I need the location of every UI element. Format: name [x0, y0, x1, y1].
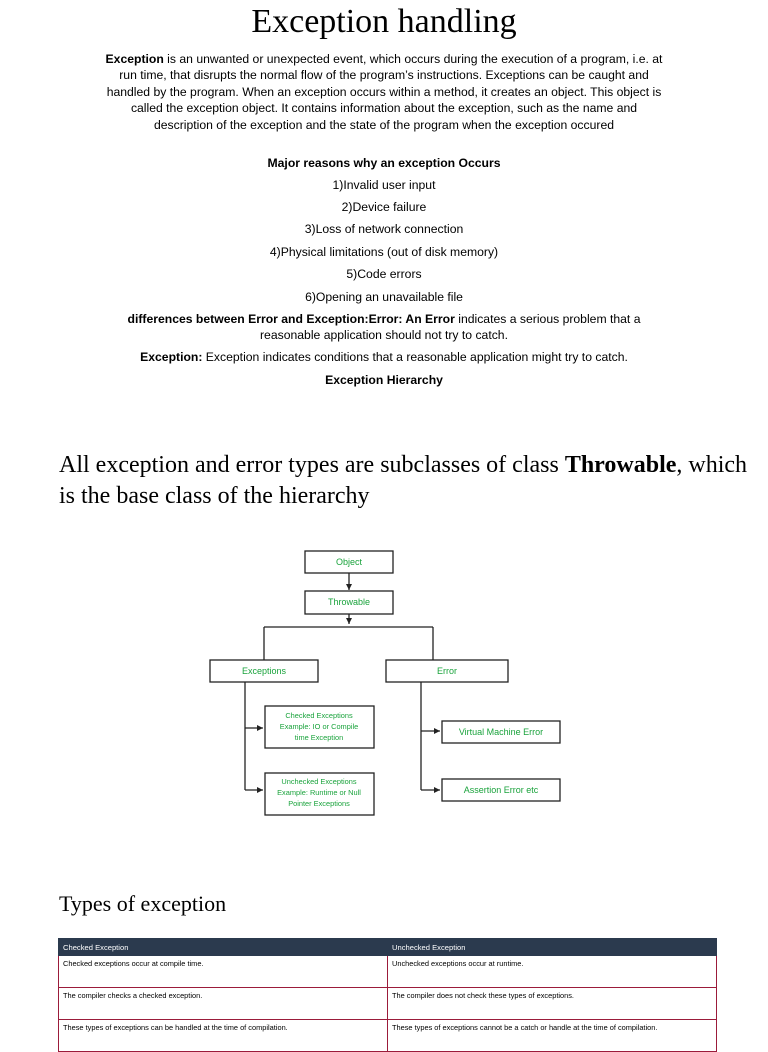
unchecked-label-line: Unchecked Exceptions [281, 777, 357, 786]
error-label: Error [437, 666, 457, 676]
checked-label-line: Checked Exceptions [285, 711, 353, 720]
table-row [59, 988, 717, 1020]
page-title: Exception handling [251, 3, 517, 40]
exception-types-table [58, 938, 717, 1052]
column-header: Checked Exception [59, 939, 388, 956]
table-cell: These types of exceptions can be handled at the time of compilation. [59, 1020, 388, 1052]
unchecked-label-line: Pointer Exceptions [288, 799, 350, 808]
checked-label-line: Example: IO or Compile [279, 722, 359, 731]
table-header-row [59, 939, 717, 956]
table-cell: Checked exceptions occur at compile time. [59, 956, 388, 988]
table-row [59, 1020, 717, 1052]
table-cell: Unchecked exceptions occur at runtime. [388, 956, 717, 988]
unchecked-label-line: Example: Runtime or Null [277, 788, 361, 797]
reason-item: 1)Invalid user input [332, 178, 436, 192]
column-header: Unchecked Exception [388, 939, 717, 956]
reason-item: 2)Device failure [341, 200, 427, 214]
exception-definition [100, 349, 668, 365]
hierarchy-heading: Exception Hierarchy [325, 373, 443, 387]
table-cell: These types of exceptions cannot be a catch or handle at the time of compilation. [388, 1020, 717, 1052]
vm-error-label: Virtual Machine Error [458, 727, 544, 737]
reasons-heading: Major reasons why an exception Occurs [267, 156, 501, 170]
throwable-bold: Throwable [564, 452, 677, 478]
object-label: Object [335, 557, 363, 567]
throwable-after: , which is the base class of the hierarchy [59, 452, 748, 509]
table-cell: The compiler checks a checked exception. [59, 988, 388, 1020]
reason-item: 6)Opening an unavailable file [305, 290, 463, 304]
throwable-before: All exception and error types are subclasses of class [59, 452, 565, 478]
reason-item: 5)Code errors [346, 267, 422, 281]
table-row [59, 956, 717, 988]
differences-bold: differences between Error and Exception:Error: An Error [127, 312, 455, 326]
intro-bold-term: Exception [105, 52, 164, 66]
intro-text: is an unwanted or unexpected event, which occurs during the execution of a program, i.e. at run time, that disrupts the normal flow of the program’s instructions. Exceptions can be caught and handled by the program. When an exception occurs within a method, it creates an object. This object is called the exception object. It contains information about the exception, such as the name and description of the exception and the state of the program when the exception occured [106, 52, 663, 132]
exception-hierarchy-diagram [0, 540, 768, 830]
reason-item: 3)Loss of network connection [304, 222, 464, 236]
table-cell: The compiler does not check these types of exceptions. [388, 988, 717, 1020]
exception-def-bold: Exception: [140, 350, 203, 364]
intro-paragraph [100, 51, 668, 133]
differences-paragraph [100, 311, 668, 343]
exception-def-text: Exception indicates conditions that a reasonable application might try to catch. [202, 350, 628, 364]
throwable-sentence [59, 450, 749, 512]
exceptions-label: Exceptions [241, 666, 287, 676]
throwable-label: Throwable [327, 597, 371, 607]
reason-item: 4)Physical limitations (out of disk memory) [269, 245, 499, 259]
types-heading: Types of exception [59, 891, 227, 916]
assertion-error-label: Assertion Error etc [463, 785, 539, 795]
checked-label-line: time Exception [294, 733, 344, 742]
differences-text: indicates a serious problem that a reasonable application should not try to catch. [260, 312, 641, 342]
